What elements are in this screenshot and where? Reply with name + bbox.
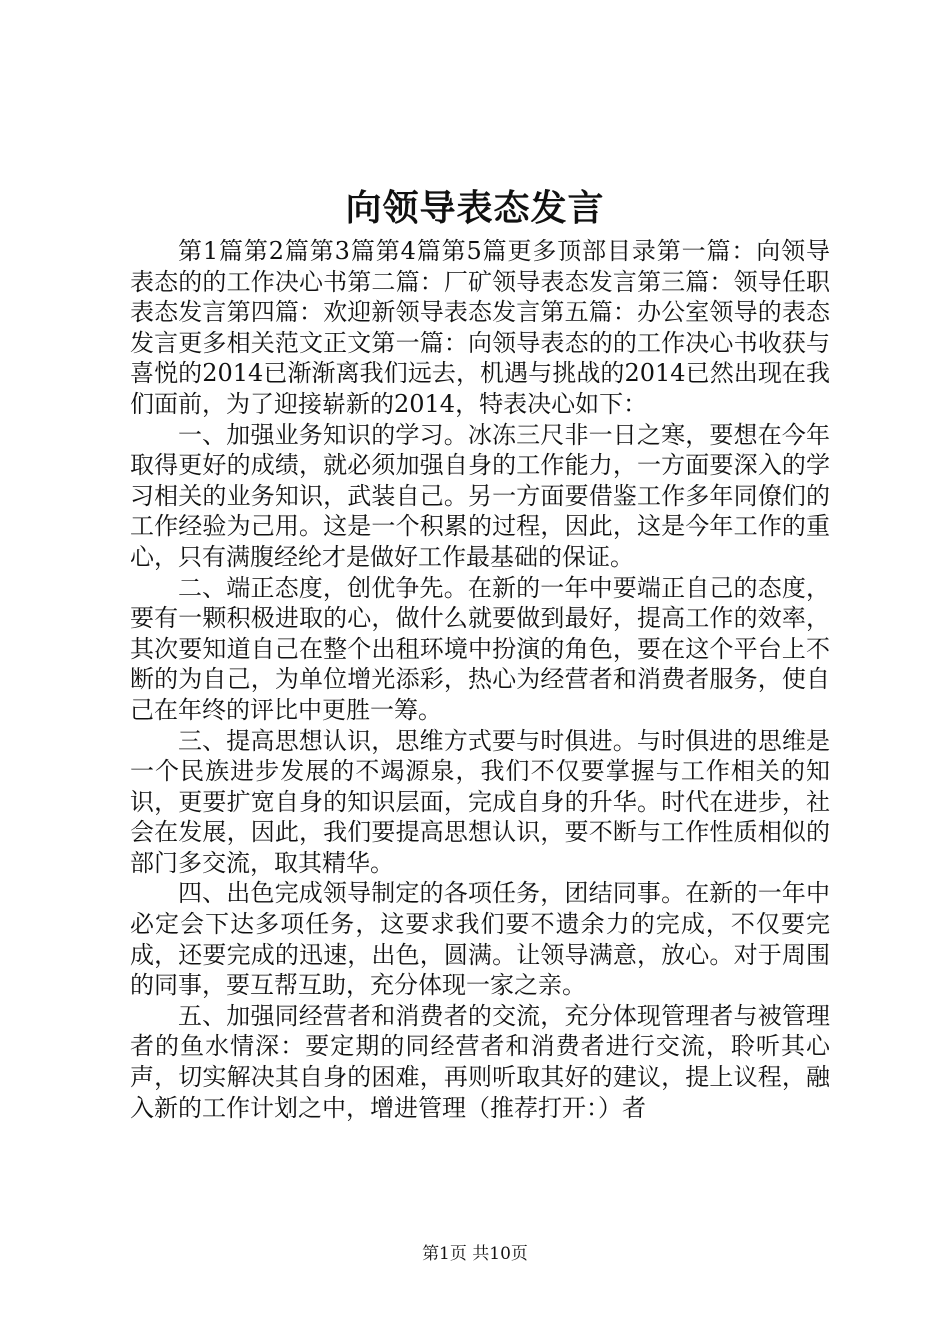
paragraph-point-3: 三、提高思想认识，思维方式要与时俱进。与时俱进的思维是一个民族进步发展的不竭源泉，我们不仅要掌握与工作相关的知识，更要扩宽自身的知识层面，完成自身的升华。时代在进步，社会在发展，因此，我们要提高思想认识，要不断与工作性质相似的部门多交流，取其精华。 xyxy=(130,726,830,877)
document-body xyxy=(130,236,830,1123)
paragraph-point-2: 二、端正态度，创优争先。在新的一年中要端正自己的态度，要有一颗积极进取的心，做什么就要做到最好，提高工作的效率，其次要知道自己在整个出租环境中扮演的角色，要在这个平台上不断的为自己，为单位增光添彩，热心为经营者和消费者服务，使自己在年终的评比中更胜一筹。 xyxy=(130,573,830,724)
page-number-footer: 第1页 共10页 xyxy=(422,1244,528,1264)
paragraph-intro: 第1篇第2篇第3篇第4篇第5篇更多顶部目录第一篇：向领导表态的的工作决心书第二篇：厂矿领导表态发言第三篇：领导任职表态发言第四篇：欢迎新领导表态发言第五篇：办公室领导的表态发言更多相关范文正文第一篇：向领导表态的的工作决心书收获与喜悦的2014已渐渐离我们远去，机遇与挑战的2014已然出现在我们面前，为了迎接崭新的2014，特表决心如下： xyxy=(130,237,830,418)
paragraph-point-4: 四、出色完成领导制定的各项任务，团结同事。在新的一年中必定会下达多项任务，这要求我们要不遗余力的完成，不仅要完成，还要完成的迅速，出色，圆满。让领导满意，放心。对于周围的同事，要互帮互助，充分体现一家之亲。 xyxy=(130,879,830,1000)
paragraph-point-5: 五、加强同经营者和消费者的交流，充分体现管理者与被管理者的鱼水情深：要定期的同经营者和消费者进行交流，聆听其心声，切实解决其自身的困难，再则听取其好的建议，提上议程，融入新的工作计划之中，增进管理（推荐打开：）者 xyxy=(130,1001,830,1122)
document-title: 向领导表态发言 xyxy=(345,187,605,229)
paragraph-point-1: 一、加强业务知识的学习。冰冻三尺非一日之寒，要想在今年取得更好的成绩，就必须加强自身的工作能力，一方面要深入的学习相关的业务知识，武装自己。另一方面要借鉴工作多年同僚们的工作经验为己用。这是一个积累的过程，因此，这是今年工作的重心，只有满腹经纶才是做好工作最基础的保证。 xyxy=(130,420,830,571)
